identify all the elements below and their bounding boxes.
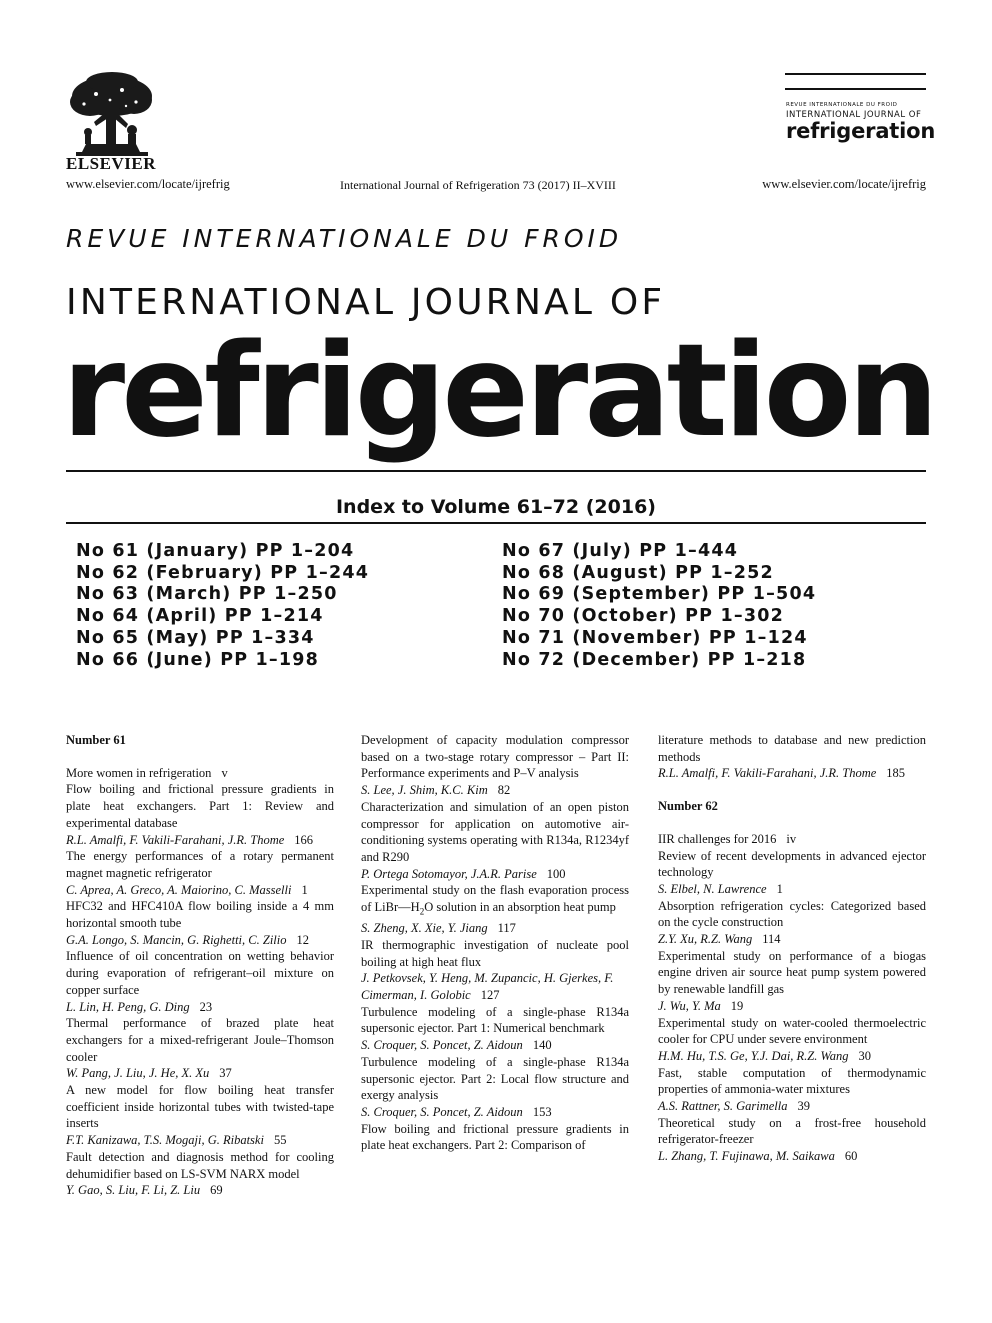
article-title: Experimental study on performance of a biogas engine driven air source heat pump system powered by renewable landfill gas: [658, 948, 926, 997]
masthead-rule: [66, 470, 926, 472]
article-entry: [658, 848, 926, 898]
article-title: IIR challenges for 2016: [658, 831, 777, 846]
article-title: More women in refrigeration: [66, 765, 212, 780]
article-authors: L. Zhang, T. Fujinawa, M. Saikawa 60: [658, 1149, 858, 1164]
article-entry: [361, 882, 629, 937]
publisher-name: ELSEVIER: [66, 154, 156, 173]
article-entry: [658, 831, 926, 848]
article-entry: [66, 898, 334, 948]
page-number: 100: [546, 866, 566, 881]
article-authors: R.L. Amalfi, F. Vakili-Farahani, J.R. Thome 166: [66, 832, 314, 847]
page-number: 153: [532, 1104, 552, 1119]
page-number: 114: [762, 932, 781, 947]
article-entry: [361, 1004, 629, 1054]
article-authors: J. Wu, Y. Ma 19: [658, 998, 744, 1013]
index-title: Index to Volume 61–72 (2016): [335, 496, 656, 518]
article-entry: [361, 799, 629, 883]
article-entry: [658, 1115, 926, 1165]
article-authors: S. Elbel, N. Lawrence 1: [658, 881, 783, 896]
page-number: 185: [886, 766, 906, 781]
page-number: 39: [797, 1099, 811, 1114]
article-authors: G.A. Longo, S. Mancin, G. Righetti, C. Zilio 12: [66, 932, 309, 947]
article-title: Flow boiling and frictional pressure gradients in plate heat exchangers. Part 1: Review and experimental database: [66, 782, 334, 830]
page-number: 82: [497, 783, 511, 798]
issue-line: No 72 (December) PP 1–218: [502, 649, 807, 670]
article-title: Review of recent developments in advanced ejector technology: [658, 848, 926, 880]
article-title: The energy performances of a rotary permanent magnet magnetic refrigerator: [66, 849, 334, 880]
article-title: Experimental study on water-cooled thermoelectric cooler for CPU under severe environment: [658, 1015, 926, 1047]
article-title: Development of capacity modulation compressor based on a two-stage rotary compressor – Part II: Performance experiments and P–V analysis: [361, 733, 629, 781]
page-number: 127: [480, 988, 500, 1003]
article-title: Fast, stable computation of thermodynamic properties of ammonia-water mixtures: [658, 1065, 926, 1097]
index-column-2: [361, 732, 629, 1154]
article-entry: [361, 732, 629, 799]
page-number: 1: [776, 881, 783, 896]
section-heading: Number 62: [658, 799, 718, 814]
index-column-1: [66, 732, 334, 1199]
article-title: Fault detection and diagnosis method for cooling dehumidifier based on LS-SVM NARX model: [66, 1149, 334, 1181]
index-title-rule: [66, 522, 926, 524]
article-authors: C. Aprea, A. Greco, A. Maiorino, C. Masselli 1: [66, 882, 308, 897]
page-number: 1: [301, 882, 308, 897]
journal-url-left[interactable]: www.elsevier.com/locate/ijrefrig: [66, 177, 230, 191]
journal-url-right[interactable]: www.elsevier.com/locate/ijrefrig: [762, 177, 926, 191]
issue-line: No 64 (April) PP 1–214: [76, 606, 324, 627]
page-number: 12: [296, 932, 309, 947]
index-column-3: [658, 732, 926, 1165]
article-entry: [361, 1121, 629, 1154]
article-authors: J. Petkovsek, Y. Heng, M. Zupancic, H. Gjerkes, F. Cimerman, I. Golobic 127: [361, 971, 614, 1003]
article-authors: R.L. Amalfi, F. Vakili-Farahani, J.R. Thome 185: [658, 766, 906, 781]
article-authors: Z.Y. Xu, R.Z. Wang 114: [658, 932, 781, 947]
article-title: Thermal performance of brazed plate heat exchangers for a mixed-refrigerant Joule–Thomson cooler: [66, 1016, 334, 1064]
article-entry: [658, 948, 926, 1015]
article-authors: S. Croquer, S. Poncet, Z. Aidoun 153: [361, 1104, 552, 1119]
article-title: literature methods to database and new prediction methods: [658, 733, 926, 764]
masthead-subtitle: INTERNATIONAL JOURNAL OF: [66, 282, 666, 323]
mini-logo-title: refrigeration: [786, 119, 936, 143]
issues-right-column: [502, 541, 816, 671]
issue-line: No 68 (August) PP 1–252: [502, 562, 774, 583]
article-entry: [66, 848, 334, 898]
issue-line: No 70 (October) PP 1–302: [502, 606, 784, 627]
page-number: 117: [497, 921, 516, 936]
section-heading: Number 61: [66, 733, 126, 747]
issue-line: No 67 (July) PP 1–444: [502, 541, 739, 561]
issue-line: No 69 (September) PP 1–504: [502, 584, 817, 605]
mini-logo-rule-top: [785, 73, 926, 75]
article-entry: [66, 765, 334, 782]
issue-line: No 62 (February) PP 1–244: [76, 562, 370, 583]
article-title: Experimental study on the flash evaporation process of $LiBr—H_2O$ solution in an absorption heat pump: [361, 883, 629, 917]
issues-left-column: [76, 541, 369, 671]
mini-logo-subtitle: INTERNATIONAL JOURNAL OF: [786, 110, 922, 120]
page-number: 23: [199, 999, 213, 1014]
article-title: HFC32 and HFC410A flow boiling inside a 4 mm horizontal smooth tube: [66, 899, 334, 931]
article-entry: [66, 1015, 334, 1082]
article-title: Absorption refrigeration cycles: Categorized based on the cycle construction: [658, 898, 926, 930]
page-number: 60: [844, 1149, 858, 1164]
article-entry: [66, 948, 334, 1015]
article-authors: Y. Gao, S. Liu, F. Li, Z. Liu 69: [66, 1183, 223, 1198]
issue-line: No 66 (June) PP 1–198: [76, 649, 319, 670]
article-authors: S. Lee, J. Shim, K.C. Kim 82: [361, 783, 511, 798]
masthead-french-title: REVUE INTERNATIONALE DU FROID: [66, 224, 623, 253]
article-title: Turbulence modeling of a single-phase R134a supersonic ejector. Part 2: Local flow structure and exergy analysis: [361, 1054, 629, 1103]
page-number: 69: [210, 1183, 223, 1198]
journal-citation: International Journal of Refrigeration 73 (2017) II–XVIII: [340, 178, 616, 192]
article-title: A new model for flow boiling heat transfer coefficient inside horizontal tubes with twisted-tape inserts: [66, 1083, 334, 1131]
page-number: 55: [273, 1133, 287, 1148]
article-title: Flow boiling and frictional pressure gradients in plate heat exchangers. Part 2: Comparison of: [361, 1121, 629, 1153]
article-entry: [66, 781, 334, 848]
issue-line: No 71 (November) PP 1–124: [502, 627, 808, 648]
article-authors: S. Croquer, S. Poncet, Z. Aidoun 140: [361, 1038, 552, 1053]
article-title: Theoretical study on a frost-free household refrigerator-freezer: [658, 1115, 926, 1147]
issue-line: No 63 (March) PP 1–250: [76, 584, 338, 605]
page-number: 19: [730, 998, 744, 1013]
article-authors: F.T. Kanizawa, T.S. Mogaji, G. Ribatski 55: [66, 1133, 287, 1148]
mini-logo-tagline: REVUE INTERNATIONALE DU FROID: [786, 102, 898, 108]
article-authors: L. Lin, H. Peng, G. Ding 23: [66, 999, 213, 1014]
article-title: Turbulence modeling of a single-phase R134a supersonic ejector. Part 1: Numerical benchmark: [361, 1004, 629, 1036]
article-entry: [658, 898, 926, 948]
page-number: 30: [858, 1048, 872, 1063]
article-entry: [361, 937, 629, 1004]
article-authors: S. Zheng, X. Xie, Y. Jiang 117: [361, 921, 516, 936]
article-entry: [66, 1082, 334, 1149]
page-number: v: [221, 765, 228, 780]
page-number: iv: [786, 831, 797, 846]
article-title: IR thermographic investigation of nucleate pool boiling at high heat flux: [361, 937, 629, 969]
mini-logo-rule-bottom: [785, 88, 926, 90]
article-authors: A.S. Rattner, S. Garimella 39: [658, 1099, 811, 1114]
article-authors: H.M. Hu, T.S. Ge, Y.J. Dai, R.Z. Wang 30: [658, 1048, 872, 1063]
article-entry: [658, 1065, 926, 1115]
elsevier-tree-logo-icon: [66, 72, 156, 158]
article-authors: P. Ortega Sotomayor, J.A.R. Parise 100: [361, 866, 566, 881]
issue-line: No 65 (May) PP 1–334: [76, 627, 315, 648]
page-number: 140: [532, 1038, 552, 1053]
article-title: Characterization and simulation of an open piston compressor for application on automotive air-conditioning systems operating with R134a, R1234yf and R290: [361, 799, 629, 864]
article-entry: [658, 1015, 926, 1065]
issue-line: No 61 (January) PP 1–204: [76, 541, 355, 561]
masthead-title: refrigeration: [62, 317, 935, 466]
article-entry: [361, 1054, 629, 1121]
page-number: 166: [294, 832, 314, 847]
article-entry-continued: [658, 732, 926, 782]
article-title: Influence of oil concentration on wetting behavior during evaporation of refrigerant–oil mixture on copper surface: [66, 949, 334, 997]
article-entry: [66, 1149, 334, 1199]
article-authors: W. Pang, J. Liu, J. He, X. Xu 37: [66, 1066, 232, 1081]
page-number: 37: [219, 1066, 232, 1081]
